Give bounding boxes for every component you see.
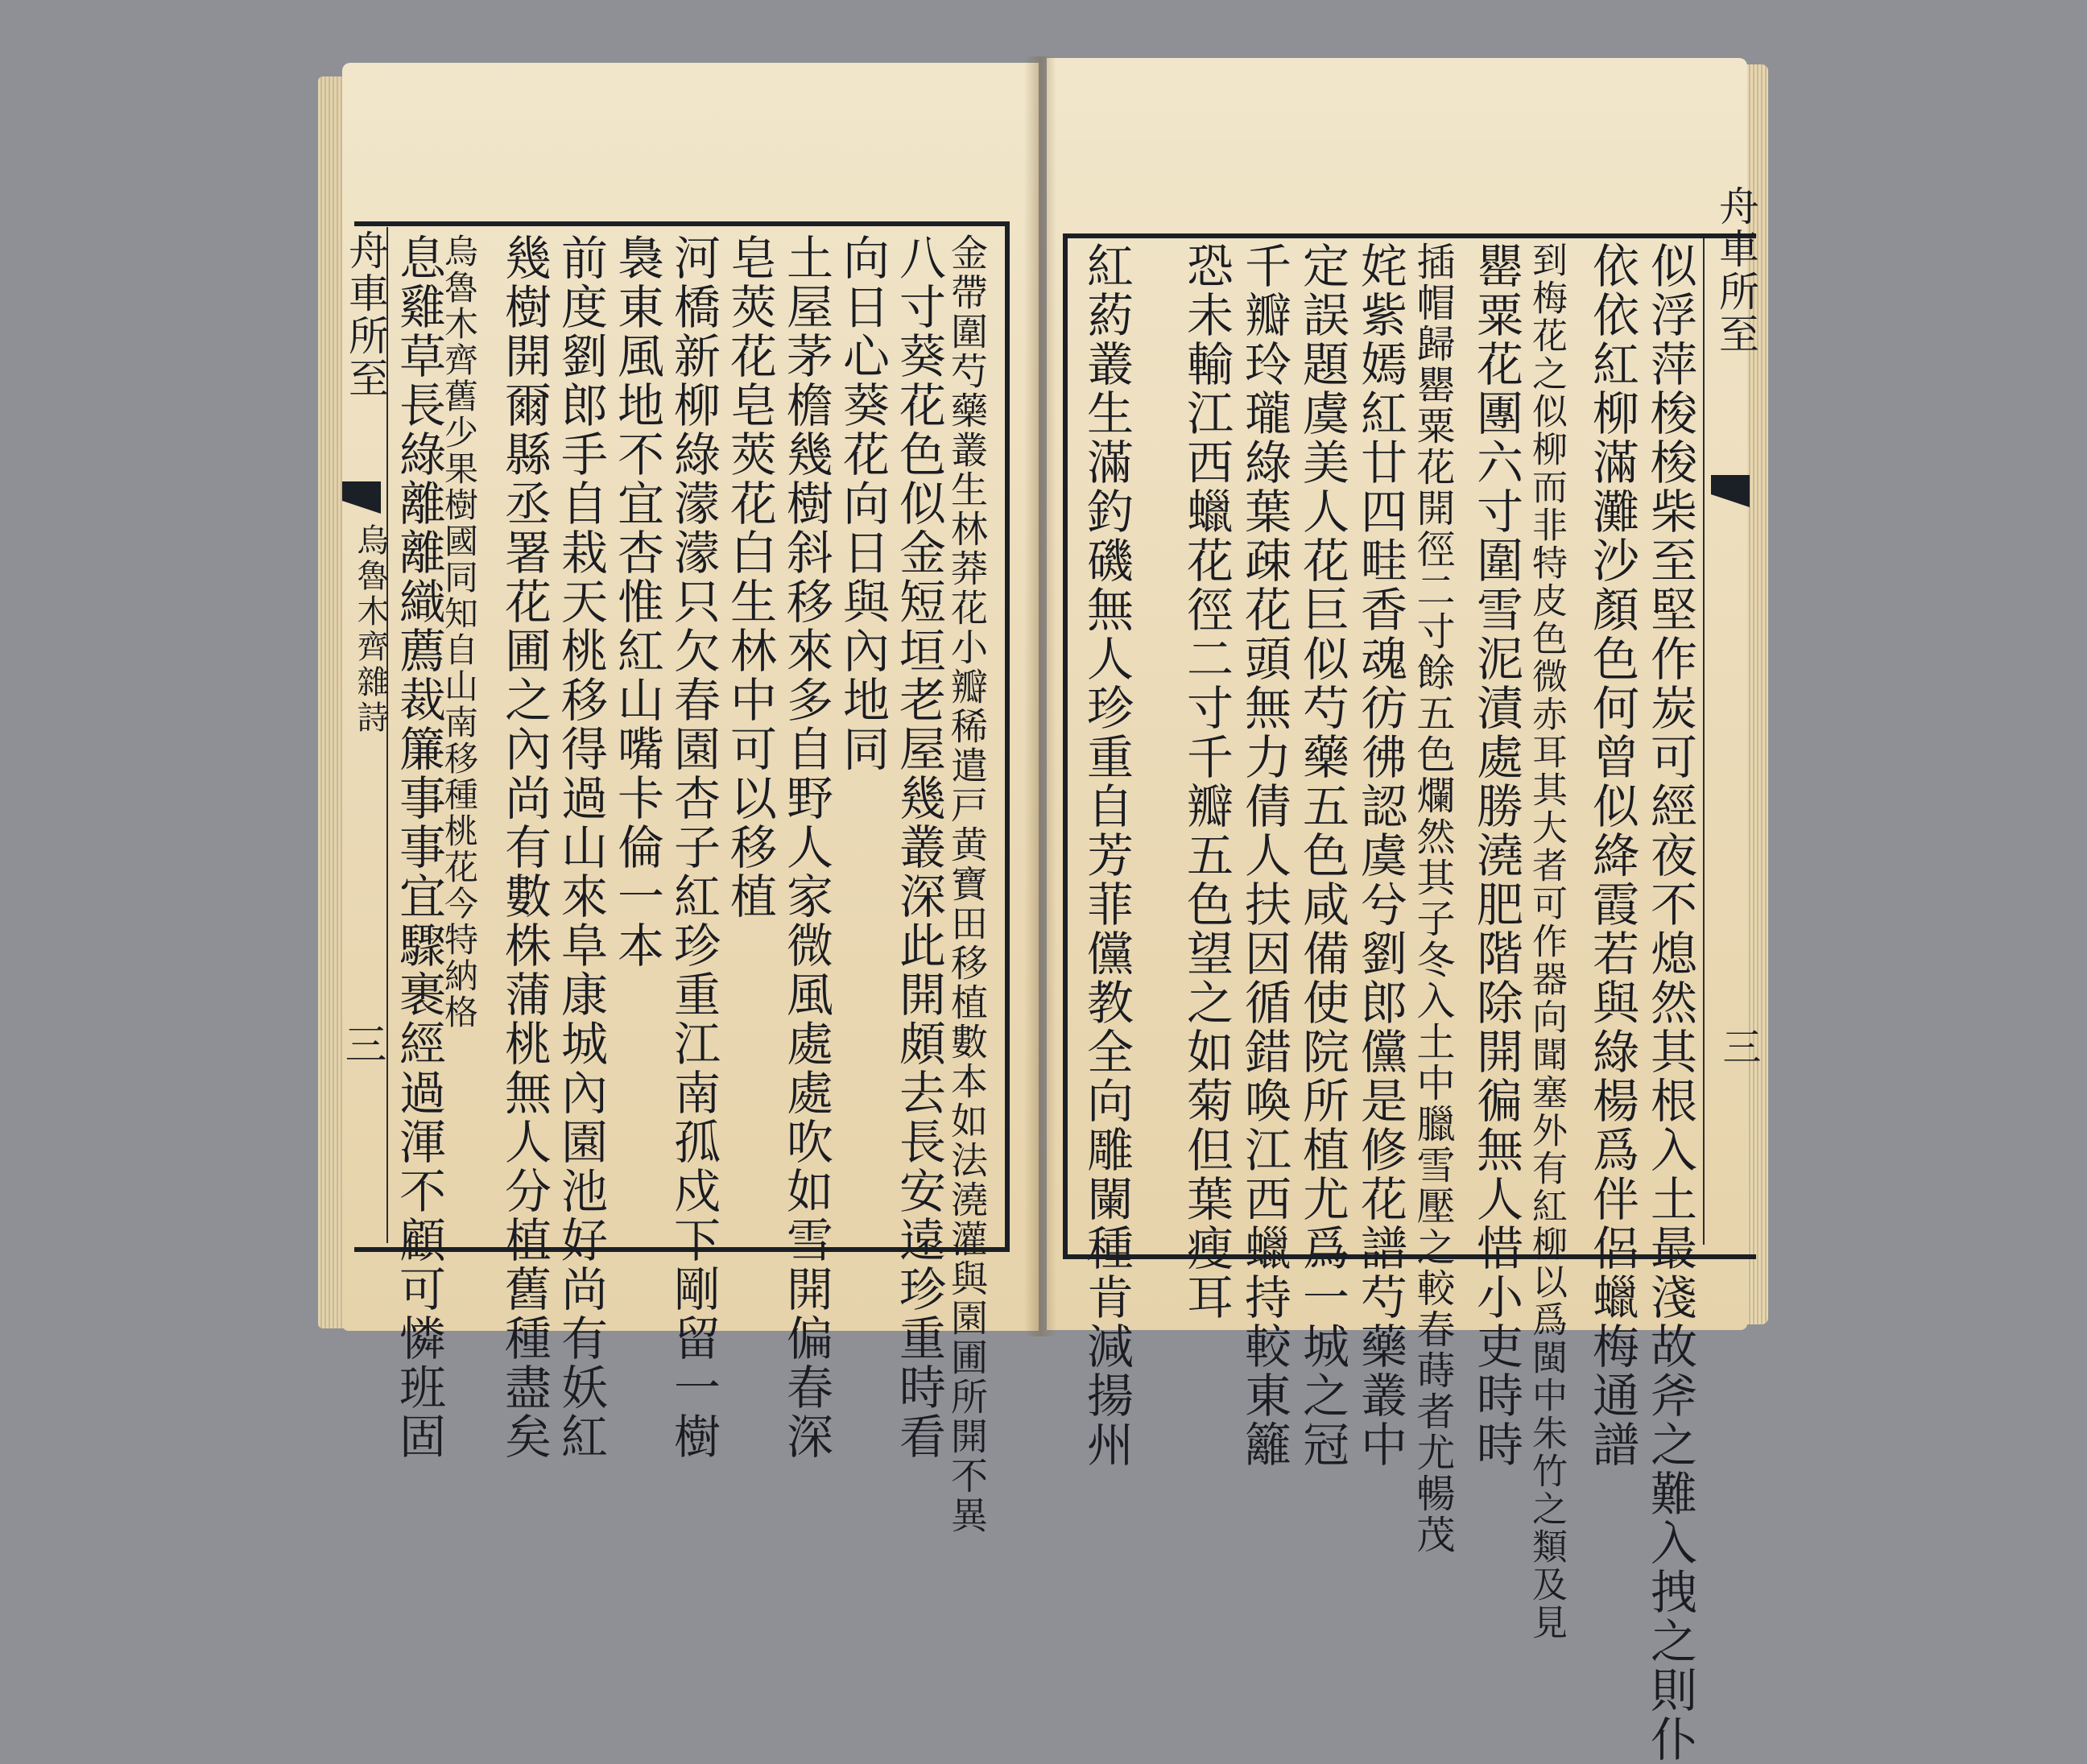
right-text-column-5: 插帽歸罌粟花開徑二寸餘五色爛然其子冬入土中臘雪壓之較春蒔者尤暢茂 bbox=[1410, 242, 1455, 1555]
right-text-column-6: 姹紫嫣紅廿四畦香魂彷彿認虞兮劉郎儻是修花譜芍藥叢中 bbox=[1353, 242, 1407, 1469]
left-text-column-1: 金帶圍芍藥叢生林莽花小瓣稀遣戸黄寶田移植數本如法澆灌與園圃所開不異 bbox=[945, 233, 989, 1535]
left-text-column-7: 裊東風地不宜杏惟紅山嘴卡倫一本 bbox=[610, 233, 664, 970]
right-text-column-2: 依依紅柳滿灘沙顏色何曾似絳霞若與綠楊爲伴侶蠟梅通譜 bbox=[1585, 242, 1639, 1469]
right-text-column-8: 千瓣玲瓏綠葉疎花頭無力倩人扶因循錯喚江西蠟持較東籬 bbox=[1237, 242, 1291, 1469]
left-margin-title: 舟車所至 bbox=[342, 229, 389, 400]
right-text-column-3: 到梅花之似柳而非特皮色微赤耳其大者可作器向聞塞外有紅柳以爲閩中朱竹之類及見 bbox=[1526, 242, 1567, 1642]
left-text-column-8: 前度劉郎手自栽天桃移得過山來阜康城內園池好尚有妖紅 bbox=[553, 233, 608, 1461]
right-text-column-9: 恐未輸江西蠟花徑二寸千瓣五色望之如菊但葉瘦耳 bbox=[1179, 242, 1234, 1322]
left-margin-subtitle: 烏魯木齊雜詩 bbox=[352, 523, 389, 736]
right-margin-title: 舟車所至 bbox=[1713, 185, 1759, 356]
left-text-column-11: 息雞草長綠離離織薦裁簾事事宜驟裹經過渾不顧可憐班固 bbox=[391, 233, 446, 1461]
right-text-column-1: 似浮萍梭梭柴至堅作炭可經夜不熄然其根入土最淺故斧之難入拽之則仆 bbox=[1643, 242, 1697, 1764]
left-text-column-10: 烏魯木齊舊少果樹國同知自山南移種桃花今特納格 bbox=[440, 233, 479, 1031]
left-text-column-5: 皂莢花皂莢花白生林中可以移植 bbox=[722, 233, 777, 921]
book-gutter bbox=[1024, 56, 1056, 1336]
left-text-column-4: 土屋茅檐幾樹斜移來多自野人家微風處處吹如雪開偏春深 bbox=[779, 233, 833, 1461]
left-text-column-3: 向日心葵花向日與內地同 bbox=[835, 233, 890, 774]
left-text-column-2: 八寸葵花色似金短垣老屋幾叢深此開頗去長安遠珍重時看 bbox=[891, 233, 946, 1461]
right-text-column-7: 定誤題虞美人花巨似芍藥五色咸備使院所植尤爲一城之冠 bbox=[1295, 242, 1349, 1469]
right-margin-page-number: 三 bbox=[1716, 1027, 1761, 1068]
right-margin-rule bbox=[1703, 238, 1705, 1245]
right-text-column-4: 罌粟花團六寸圍雪泥漬處勝澆肥階除開徧無人惜小吏時時 bbox=[1469, 242, 1523, 1469]
left-margin-page-number: 三 bbox=[337, 1022, 386, 1067]
left-text-column-9: 幾樹開爾縣丞署花圃之內尚有數株蒲桃無人分植舊種盡矣 bbox=[497, 233, 552, 1461]
right-text-column-10: 紅葯叢生滿釣磯無人珍重自芳菲儻教全向雕闌種肯減揚州 bbox=[1079, 242, 1134, 1469]
left-text-column-6: 河橋新柳綠濛濛只欠春園杏子紅珍重江南孤戍下剛留一樹 bbox=[666, 233, 721, 1461]
